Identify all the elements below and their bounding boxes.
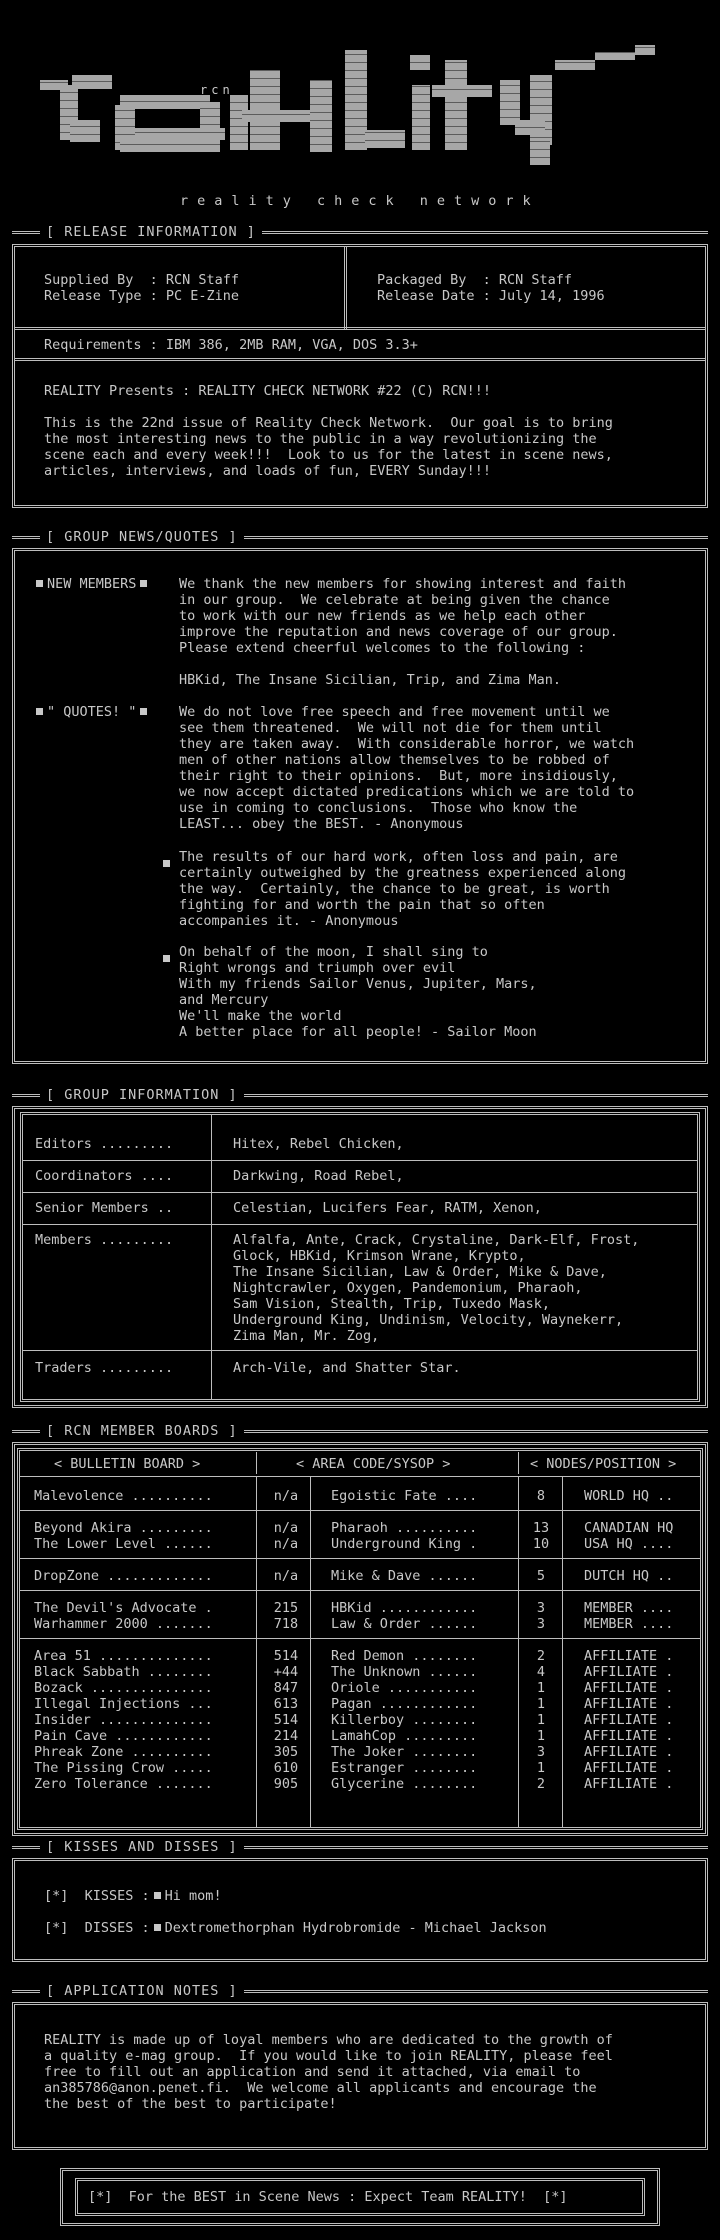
board-position: MEMBER .... — [584, 1616, 674, 1632]
board-nodes: 4 — [536, 1664, 546, 1680]
board-area-code: n/a — [273, 1536, 299, 1552]
board-position: AFFILIATE . — [584, 1744, 674, 1760]
board-area-code: n/a — [273, 1488, 299, 1504]
app-header-label: [ APPLICATION NOTES ] — [40, 1983, 244, 1999]
kisses-section-header — [12, 1839, 708, 1855]
footer-text: [*] For the BEST in Scene News : Expect Team REALITY! [*] — [88, 2189, 568, 2205]
board-position: AFFILIATE . — [584, 1776, 674, 1792]
board-area-code: 613 — [273, 1696, 299, 1712]
senior-members-value: Celestian, Lucifers Fear, RATM, Xenon, — [233, 1200, 542, 1216]
quote-sailor-moon: On behalf of the moon, I shall sing to Right wrongs and triumph over evil With my friends Sailor Venus, Jupiter, Mars, and Mercury We'll make the world A better place for all people! - Sailor Moon — [179, 944, 537, 1040]
new-members-text: We thank the new members for showing interest and faith in our group. We celebrate at being given the chance to work with our new friends as we help each other improve the reputation and news coverage of our group. Please extend cheerful welcomes to the following : HBKid, The Insane Sicilian, Trip, and Zima Man. — [179, 576, 627, 688]
traders-label: Traders ......... — [35, 1360, 174, 1376]
board-name: Bozack ............... — [34, 1680, 213, 1696]
logo-tagline: reality check network — [180, 193, 540, 209]
boards-section-header — [12, 1423, 708, 1439]
board-name: Illegal Injections ... — [34, 1696, 213, 1712]
kisses-box — [12, 1858, 708, 1962]
board-sysop: Law & Order ...... — [331, 1616, 478, 1632]
quote-bullet-3 — [163, 950, 170, 966]
board-sysop: The Joker ........ — [331, 1744, 478, 1760]
board-nodes: 2 — [536, 1648, 546, 1664]
board-nodes: 2 — [536, 1776, 546, 1792]
board-sysop: Pharaoh .......... — [331, 1520, 478, 1536]
board-position: AFFILIATE . — [584, 1680, 674, 1696]
editors-value: Hitex, Rebel Chicken, — [233, 1136, 404, 1152]
board-position: MEMBER .... — [584, 1600, 674, 1616]
board-area-code: 214 — [273, 1728, 299, 1744]
release-intro: This is the 22nd issue of Reality Check Network. Our goal is to bring the most interesting news to the public in a way revolutionizing the scene each and every week!!! Look to us for the latest in scene news, articles, interviews, and loads of fun, EVERY Sunday!!! — [44, 415, 613, 479]
col-bulletin-board: < BULLETIN BOARD > — [54, 1456, 201, 1472]
app-section-header — [12, 1983, 708, 1999]
board-area-code: 305 — [273, 1744, 299, 1760]
disses-line: [*] DISSES : Dextromethorphan Hydrobromide - Michael Jackson — [44, 1920, 547, 1936]
quote-bullet-2 — [163, 855, 170, 871]
board-position: AFFILIATE . — [584, 1696, 674, 1712]
editors-label: Editors ......... — [35, 1136, 174, 1152]
traders-value: Arch-Vile, and Shatter Star. — [233, 1360, 461, 1376]
senior-members-label: Senior Members .. — [35, 1200, 174, 1216]
board-nodes: 3 — [536, 1744, 546, 1760]
board-area-code: n/a — [273, 1568, 299, 1584]
board-name: DropZone ............. — [34, 1568, 213, 1584]
board-nodes: 3 — [536, 1616, 546, 1632]
board-nodes: 5 — [536, 1568, 546, 1584]
board-name: Pain Cave ............ — [34, 1728, 213, 1744]
board-area-code: 514 — [273, 1712, 299, 1728]
release-header-label: [ RELEASE INFORMATION ] — [40, 224, 262, 240]
board-nodes: 1 — [536, 1696, 546, 1712]
group-header-label: [ GROUP INFORMATION ] — [40, 1087, 244, 1103]
board-area-code: 514 — [273, 1648, 299, 1664]
members-label: Members ......... — [35, 1232, 174, 1248]
release-section-header — [12, 224, 708, 240]
board-area-code: 215 — [273, 1600, 299, 1616]
release-type: Release Type : PC E-Zine — [44, 288, 240, 304]
members-value: Alfalfa, Ante, Crack, Crystaline, Dark-Elf, Frost, Glock, HBKid, Krimson Wrane, Krypto, The Insane Sicilian, Law & Order, Mike & Dave, Nightcrawler, Oxygen, Pandemonium, Pharaoh, Sam Vision, Stealth, Trip, Tuxedo Mask, Underground King, Undinism, Velocity, Waynekerr, Zima Man, Mr. Zog, — [233, 1232, 640, 1344]
news-section-header — [12, 529, 708, 545]
board-position: AFFILIATE . — [584, 1664, 674, 1680]
board-nodes: 8 — [536, 1488, 546, 1504]
board-sysop: Red Demon ........ — [331, 1648, 478, 1664]
board-sysop: Estranger ........ — [331, 1760, 478, 1776]
quotes-label: " QUOTES! " — [32, 704, 151, 720]
board-position: WORLD HQ .. — [584, 1488, 674, 1504]
group-section-header — [12, 1087, 708, 1103]
board-sysop: Mike & Dave ...... — [331, 1568, 478, 1584]
board-position: AFFILIATE . — [584, 1728, 674, 1744]
board-position: USA HQ .... — [584, 1536, 674, 1552]
board-sysop: Egoistic Fate .... — [331, 1488, 478, 1504]
board-nodes: 1 — [536, 1680, 546, 1696]
board-position: AFFILIATE . — [584, 1712, 674, 1728]
board-sysop: LamahCop ......... — [331, 1728, 478, 1744]
board-position: DUTCH HQ .. — [584, 1568, 674, 1584]
col-area-code-sysop: < AREA CODE/SYSOP > — [296, 1456, 451, 1472]
board-nodes: 10 — [532, 1536, 550, 1552]
board-position: CANADIAN HQ — [584, 1520, 674, 1536]
board-nodes: 1 — [536, 1728, 546, 1744]
app-notes-text: REALITY is made up of loyal members who are dedicated to the growth of a quality e-mag group. If you would like to join REALITY, please feel free to fill out an application and send it attached, via email to an385786@anon.penet.fi. We welcome all applicants and encourage the the best of the best to participate! — [44, 2032, 613, 2112]
board-area-code: 905 — [273, 1776, 299, 1792]
board-nodes: 3 — [536, 1600, 546, 1616]
quote-anonymous-1: We do not love free speech and free movement until we see them threatened. We will not die for them until they are taken away. With considerable horror, we watch men of other nations allow themselves to be robbed of their right to their opinions. But, more insidiously, we now accept dictated predications which we are told to use in coming to conclusions. Those who know the LEAST... obey the BEST. - Anonymous — [179, 704, 635, 832]
board-name: Beyond Akira ......... — [34, 1520, 213, 1536]
board-sysop: Pagan ............ — [331, 1696, 478, 1712]
board-area-code: 718 — [273, 1616, 299, 1632]
board-name: Warhammer 2000 ....... — [34, 1616, 213, 1632]
board-sysop: Glycerine ........ — [331, 1776, 478, 1792]
kisses-line: [*] KISSES : Hi mom! — [44, 1888, 222, 1904]
coordinators-label: Coordinators .... — [35, 1168, 174, 1184]
board-sysop: HBKid ............ — [331, 1600, 478, 1616]
board-name: The Devil's Advocate . — [34, 1600, 213, 1616]
board-nodes: 13 — [532, 1520, 550, 1536]
new-members-label: NEW MEMBERS — [32, 576, 151, 592]
board-sysop: Underground King . — [331, 1536, 478, 1552]
board-name: Area 51 .............. — [34, 1648, 213, 1664]
coordinators-value: Darkwing, Road Rebel, — [233, 1168, 404, 1184]
release-date: Release Date : July 14, 1996 — [377, 288, 605, 304]
boards-header-label: [ RCN MEMBER BOARDS ] — [40, 1423, 244, 1439]
kisses-header-label: [ KISSES AND DISSES ] — [40, 1839, 244, 1855]
board-nodes: 1 — [536, 1712, 546, 1728]
quote-anonymous-2: The results of our hard work, often loss and pain, are certainly outweighed by the greatness experienced along the way. Certainly, the chance to be great, is worth fighting for and worth the pain that so often accompanies it. - Anonymous — [179, 849, 627, 929]
board-nodes: 1 — [536, 1760, 546, 1776]
board-name: Phreak Zone .......... — [34, 1744, 213, 1760]
board-sysop: Oriole ........... — [331, 1680, 478, 1696]
board-name: Zero Tolerance ....... — [34, 1776, 213, 1792]
news-header-label: [ GROUP NEWS/QUOTES ] — [40, 529, 244, 545]
board-name: Insider .............. — [34, 1712, 213, 1728]
board-position: AFFILIATE . — [584, 1760, 674, 1776]
supplied-by: Supplied By : RCN Staff — [44, 272, 240, 288]
board-area-code: 847 — [273, 1680, 299, 1696]
packaged-by: Packaged By : RCN Staff — [377, 272, 573, 288]
col-nodes-position: < NODES/POSITION > — [530, 1456, 677, 1472]
board-area-code: n/a — [273, 1520, 299, 1536]
board-name: Malevolence .......... — [34, 1488, 213, 1504]
presents-line: REALITY Presents : REALITY CHECK NETWORK #22 (C) RCN!!! — [44, 383, 492, 399]
board-position: AFFILIATE . — [584, 1648, 674, 1664]
board-sysop: The Unknown ...... — [331, 1664, 478, 1680]
board-area-code: +44 — [273, 1664, 299, 1680]
reality-logo — [60, 40, 680, 190]
board-area-code: 610 — [273, 1760, 299, 1776]
board-sysop: Killerboy ........ — [331, 1712, 478, 1728]
board-name: Black Sabbath ........ — [34, 1664, 213, 1680]
requirements: Requirements : IBM 386, 2MB RAM, VGA, DOS 3.3+ — [44, 337, 418, 353]
logo-small-text: rcn — [200, 83, 234, 97]
board-name: The Lower Level ...... — [34, 1536, 213, 1552]
board-name: The Pissing Crow ..... — [34, 1760, 213, 1776]
